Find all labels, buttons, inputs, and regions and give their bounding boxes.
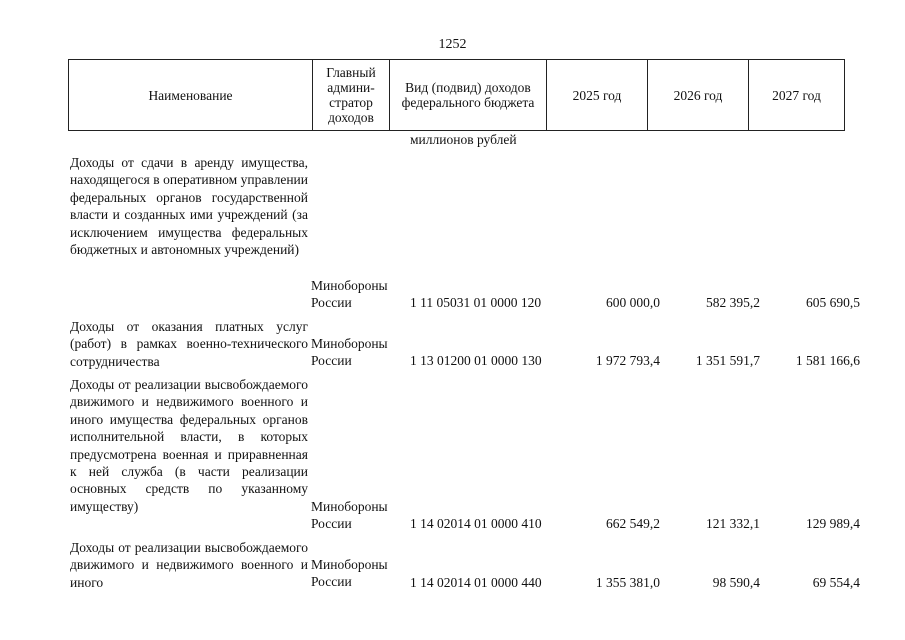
row-value-2026: 1 351 591,7 <box>695 353 760 368</box>
table-header <box>68 59 845 131</box>
row-value-2025: 600 000,0 <box>606 295 660 310</box>
row-value-2025: 1 972 793,4 <box>595 353 660 368</box>
row-name: Доходы от реализации высвобождаемого движимого и недвижимого военного и иного имущества федеральных органов исполнительной власти, в которых предусмотрена военная и приравненная к ней служба (в части реализации основных средств по указанному имуществу) <box>70 377 308 514</box>
row-value-2026: 121 332,1 <box>706 516 760 531</box>
row-value-2025: 1 355 381,0 <box>595 575 660 590</box>
row-value-2027: 69 554,4 <box>812 575 860 590</box>
row-admin: Минобороны России <box>311 557 388 590</box>
row-code: 1 11 05031 01 0000 120 <box>410 295 542 310</box>
row-code: 1 14 02014 01 0000 440 <box>410 575 542 590</box>
table-row <box>0 376 905 536</box>
table-row <box>0 539 905 594</box>
row-value-2026: 582 395,2 <box>706 295 760 310</box>
row-admin: Минобороны России <box>311 336 388 369</box>
page-number: 1252 <box>438 37 467 52</box>
row-admin: Минобороны России <box>311 499 388 532</box>
header-2025: 2025 год <box>547 60 648 131</box>
row-value-2025: 662 549,2 <box>606 516 660 531</box>
row-value-2027: 605 690,5 <box>806 295 860 310</box>
header-2026: 2026 год <box>648 60 749 131</box>
row-value-2026: 98 590,4 <box>712 575 760 590</box>
row-admin: Минобороны России <box>311 278 388 311</box>
unit-label: миллионов рублей <box>410 132 517 147</box>
row-value-2027: 1 581 166,6 <box>795 353 860 368</box>
header-name: Наименование <box>69 60 313 131</box>
row-value-2027: 129 989,4 <box>806 516 860 531</box>
row-name: Доходы от оказания платных услуг (работ) в рамках военно-технического сотрудничества <box>70 319 308 369</box>
row-code: 1 14 02014 01 0000 410 <box>410 516 542 531</box>
header-admin: Главный админи-стратор доходов <box>313 60 390 131</box>
header-2027: 2027 год <box>749 60 845 131</box>
header-row <box>69 60 845 131</box>
row-code: 1 13 01200 01 0000 130 <box>410 353 542 368</box>
row-name: Доходы от сдачи в аренду имущества, находящегося в оперативном управлении федеральных органов государственной власти и созданных ими учреждений (за исключением имущества федеральных бюджетных и автономных учреждений) <box>70 155 308 258</box>
table-row <box>0 318 905 373</box>
header-code: Вид (подвид) доходов федерального бюджета <box>390 60 547 131</box>
table-row <box>0 154 905 314</box>
row-name: Доходы от реализации высвобождаемого движимого и недвижимого военного и иного <box>70 540 308 590</box>
